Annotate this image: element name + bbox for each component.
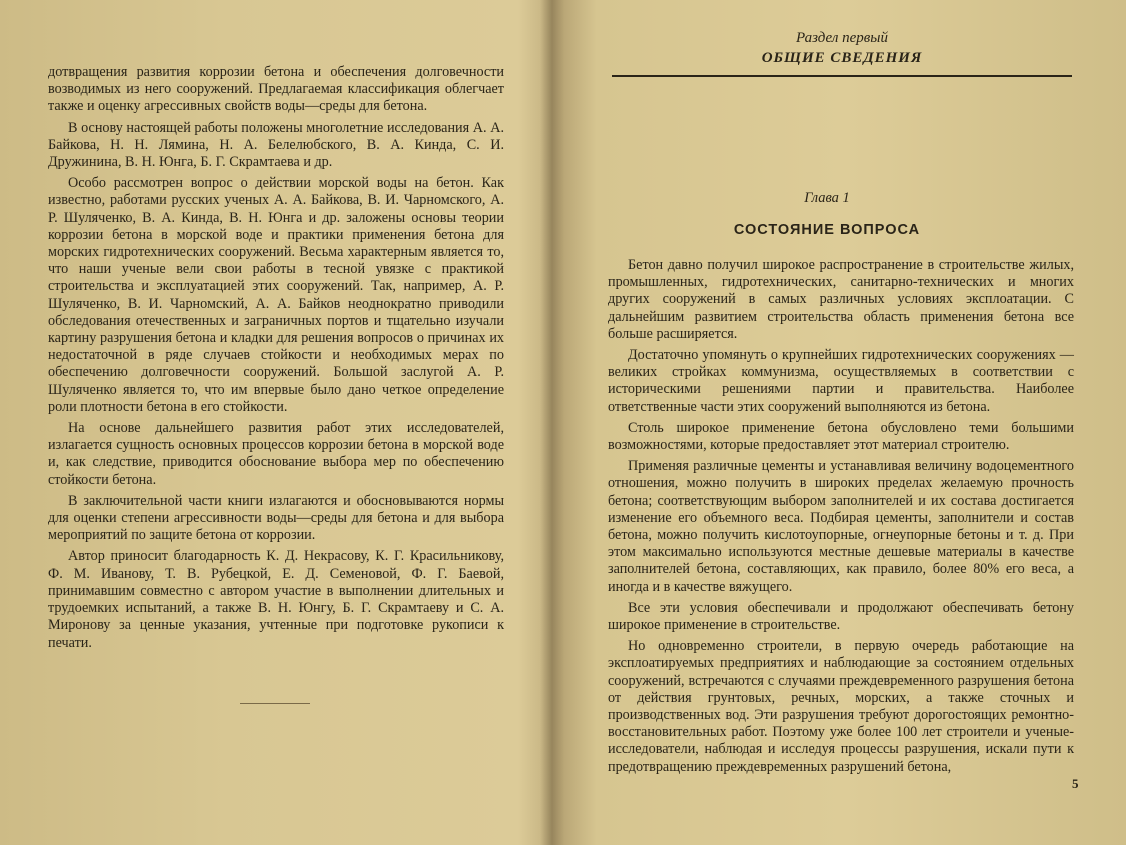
right-paragraph-3: Столь широкое применение бетона обусловлено теми большими возможностями, которые предоставляет этот материал строителю.	[608, 419, 1074, 454]
left-paragraph-4: На основе дальнейшего развития работ этих исследователей, излагается сущность основных процессов коррозии бетона в морской воде и, как следствие, приводится обоснование выбора мер по обеспечению стойкости бетона.	[48, 420, 504, 488]
right-paragraph-2: Достаточно упомянуть о крупнейших гидротехнических сооружениях — великих стройках коммунизма, осуществляемых в соответствии с историческими решениями партии и правительства. Наиболее ответственные части этих сооружений выполняются из бетона.	[608, 347, 1074, 415]
left-paragraph-2: В основу настоящей работы положены многолетние исследования А. А. Байкова, Н. Н. Лямина, Н. А. Белелюбского, В. А. Кинда, С. И. Дружинина, В. Н. Юнга, Б. Г. Скрамтаева и др.	[48, 119, 504, 171]
page-number: 5	[1072, 776, 1079, 791]
left-paragraph-1: дотвращения развития коррозии бетона и обеспечения долговечности возводимых из него сооружений. Предлагаемая классификация облегчает также и оценку агрессивных свойств воды—среды для бетона.	[48, 64, 504, 115]
left-page	[0, 0, 552, 845]
chapter-title: СОСТОЯНИЕ ВОПРОСА	[733, 222, 921, 238]
right-paragraph-5: Все эти условия обеспечивали и продолжают обеспечивать бетону широкое применение в строительстве.	[608, 599, 1074, 634]
right-page	[552, 0, 1126, 845]
right-paragraph-1: Бетон давно получил широкое распространение в строительстве жилых, промышленных, гидротехнических, санитарно-технических и многих других сооружений в самых различных условиях эксплоатации. С дальнейшим развитием строительства область применения бетона все больше расширяется.	[608, 257, 1074, 342]
header-rule	[612, 75, 1072, 77]
right-paragraph-4: Применяя различные цементы и устанавливая величину водоцементного отношения, можно получить в широких пределах желаемую прочность бетона; соответствующим выбором заполнителей и их состава достигается изменение его объемного веса. Подбирая цементы, заполнители и состав бетона, можно получить кислотоупорные, огнеупорные бетоны и т. д. При этом максимально используются местные дешевые материалы в качестве заполнителей бетона, составляющих, как правило, более 80% его веса, а иногда и в качестве вяжущего.	[608, 458, 1074, 595]
chapter-label: Глава 1	[804, 190, 850, 206]
left-paragraph-3: Особо рассмотрен вопрос о действии морской воды на бетон. Как известно, работами русских ученых А. А. Байкова, В. И. Чарномского, А. Р. Шуляченко, В. А. Кинда, В. Н. Юнга и др. заложены основы теории коррозии бетона в морской воде и практики применения бетона для морских гидротехнических сооружений. Весьма характерным является то, что наши ученые вели свои работы в тесной увязке с практикой строительства и эксплуатацией этих сооружений. Так, например, А. Р. Шуляченко, В. И. Чарномский, А. А. Байков неоднократно приводили обследования отечественных и заграничных портов и тщательно изучали картину разрушения бетона и кладки для решения вопросов о причинах их недостаточной в ряде случаев стойкости и необходимых мерах по обеспечению долговечности сооружений. Большой заслугой А. Р. Шуляченко является то, что им впервые было дано четкое определение роли плотности бетона в его стойкости.	[48, 175, 504, 415]
section-label: Раздел первый	[796, 30, 888, 46]
section-title: ОБЩИЕ СВЕДЕНИЯ	[761, 50, 923, 66]
right-paragraph-6: Но одновременно строители, в первую очередь работающие на эксплоатируемых предприятиях и наблюдающие за состоянием отдельных сооружений, встречаются с случаями преждевременного разрушения бетона от действия грунтовых, речных, морских, а также сточных и производственных вод. Эти разрушения требуют дорогостоящих ремонтно-восстановительных работ. Поэтому уже более 100 лет строители и ученые-исследователи, наблюдая и исследуя процессы разрушения, искали пути к предотвращению преждевременных разрушений бетона,	[608, 638, 1074, 775]
left-page-text	[48, 64, 504, 656]
left-paragraph-6: Автор приносит благодарность К. Д. Некрасову, К. Г. Красильникову, Ф. М. Иванову, Т. В. Рубецкой, Е. Д. Семеновой, Ф. Г. Баевой, принимавшим совместно с автором участие в выполнении длительных и трудоемких испытаний, а также В. Н. Юнгу, Б. Г. Скрамтаеву и С. А. Миронову за ценные указания, учтенные при подготовке рукописи к печати.	[48, 548, 504, 651]
left-paragraph-5: В заключительной части книги излагаются и обосновываются нормы для оценки степени агрессивности воды—среды для бетона и для выбора мероприятий по защите бетона от коррозии.	[48, 492, 504, 544]
end-of-text-rule	[240, 703, 310, 704]
right-page-text	[608, 257, 1074, 780]
